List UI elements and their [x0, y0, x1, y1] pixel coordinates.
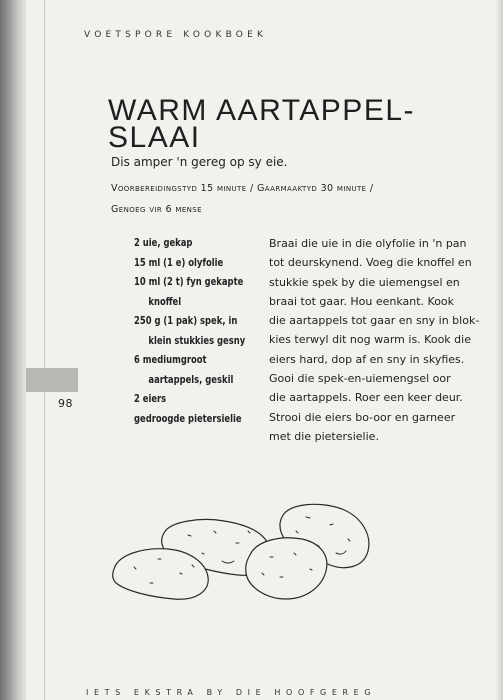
- recipe-meta: [111, 178, 374, 220]
- recipe-meta-servings: Genoeg vir 6 mense: [111, 204, 202, 215]
- method-line: kies terwyl dit nog warm is. Kook die: [269, 333, 471, 347]
- ingredient-item: 250 g (1 pak) spek, in: [134, 315, 238, 327]
- method-line: Braai die uie in die olyfolie in 'n pan: [269, 237, 467, 250]
- method-line: Gooi die spek-en-uiemengsel oor: [269, 372, 451, 386]
- method-line: met die pietersielie.: [269, 429, 379, 443]
- ingredient-item: 10 ml (2 t) fyn gekapte: [134, 276, 244, 288]
- ingredient-item-continued: klein stukkies gesny: [148, 334, 246, 347]
- recipe-title-line-2: SLAAI: [108, 121, 201, 154]
- recipe-meta-times: Voorbereidingstyd 15 minute / Gaarmaaktyd 30 minute /: [111, 183, 374, 194]
- page-edge-shadow: [495, 0, 503, 700]
- book-spine-shadow: [0, 0, 26, 700]
- ingredients-list: [134, 234, 270, 429]
- method-line: die aartappels. Roer een keer deur.: [269, 391, 463, 405]
- potatoes-illustration: [110, 495, 385, 615]
- recipe-title: [108, 94, 416, 154]
- method-line: tot deurskynend. Voeg die knoffel en: [269, 256, 472, 270]
- ingredient-item-continued: knoffel: [148, 295, 182, 308]
- page-number: 98: [58, 397, 73, 410]
- recipe-subtitle: Dis amper 'n gereg op sy eie.: [111, 155, 288, 169]
- gutter-line: [44, 0, 45, 700]
- method-text: [269, 234, 480, 446]
- method-line: eiers hard, dop af en sny in skyfies.: [269, 352, 465, 366]
- ingredient-item: 2 eiers: [134, 393, 167, 405]
- method-line: Strooi die eiers bo-oor en garneer: [269, 410, 456, 424]
- ingredient-item: 2 uie, gekap: [134, 237, 193, 249]
- ingredient-item: 6 mediumgroot: [134, 354, 207, 366]
- potato-shape: [246, 538, 327, 599]
- ingredient-item: gedroogde pietersielie: [134, 412, 242, 425]
- running-header: VOETSPORE KOOKBOEK: [84, 30, 268, 40]
- method-line: die aartappels tot gaar en sny in blok-: [269, 314, 480, 328]
- method-line: stukkie spek by die uiemengsel en: [269, 275, 460, 289]
- chapter-tab: [26, 368, 78, 392]
- recipe-title-line-1: WARM AARTAPPEL-: [108, 94, 416, 127]
- ingredient-item: 15 ml (1 e) olyfolie: [134, 256, 224, 269]
- ingredient-item-continued: aartappels, geskil: [148, 373, 234, 386]
- method-line: braai tot gaar. Hou eenkant. Kook: [269, 294, 455, 308]
- running-footer: IETS EKSTRA BY DIE HOOFGEREG: [86, 688, 377, 697]
